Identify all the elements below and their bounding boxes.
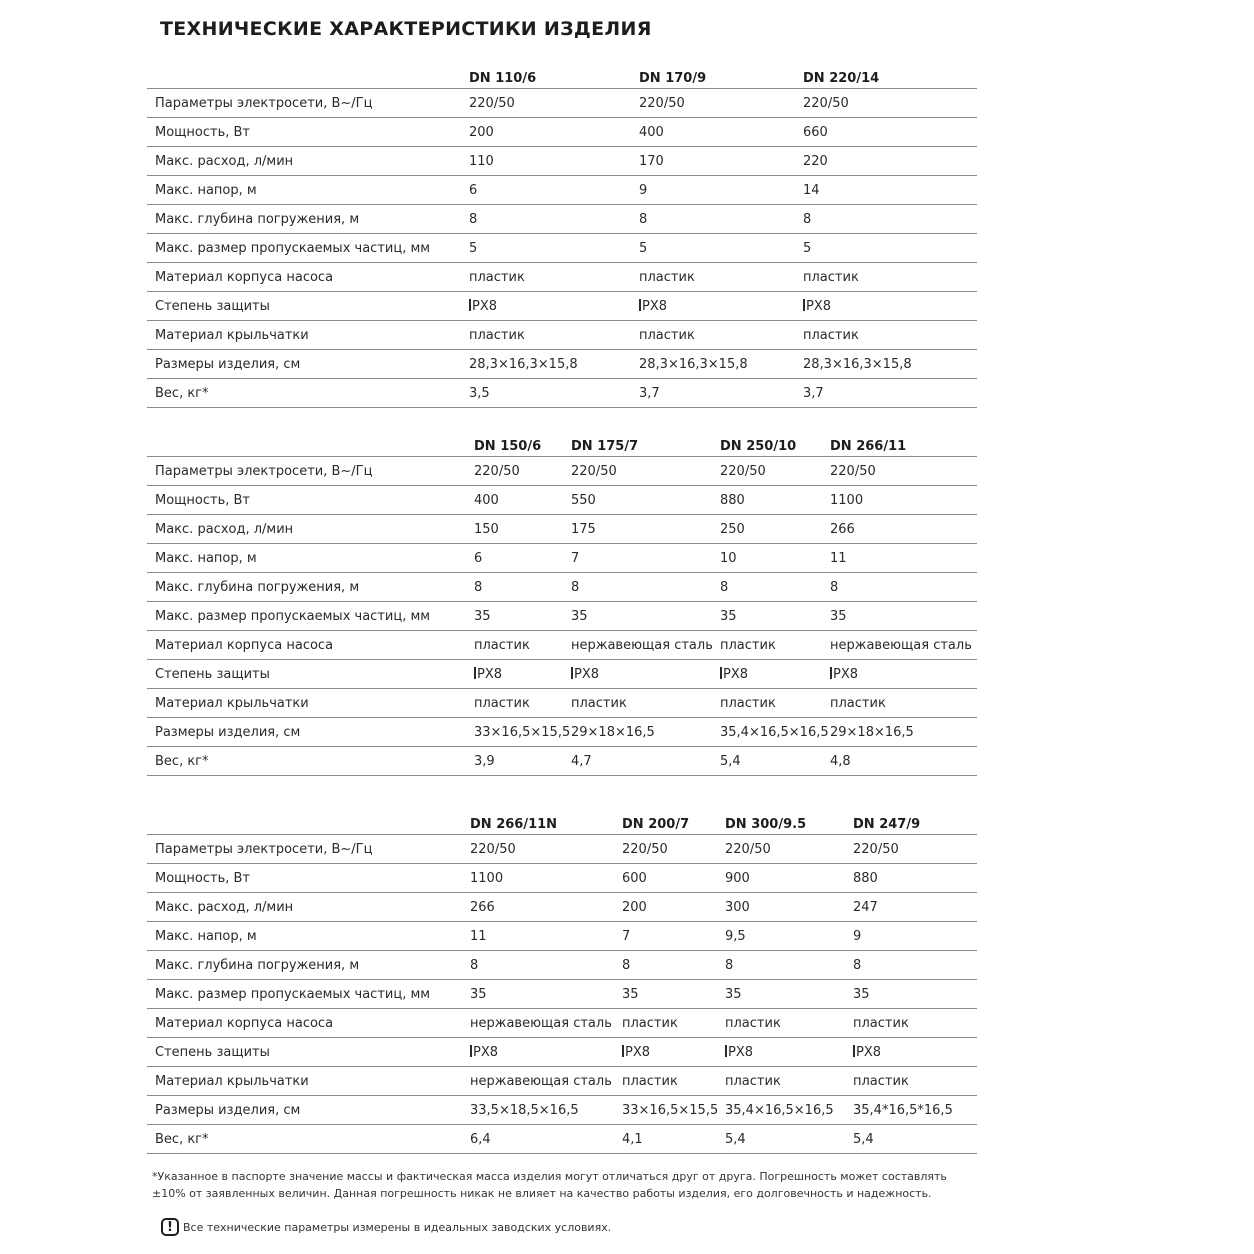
table-cell: 400: [639, 118, 803, 147]
table-cell: пластик: [830, 689, 977, 718]
table-cell: [639, 292, 803, 321]
table-cell: пластик: [622, 1009, 725, 1038]
table-cell: пластик: [639, 263, 803, 292]
table-cell: 35: [853, 980, 977, 1009]
table-cell: пластик: [803, 263, 977, 292]
table-cell: 250: [720, 515, 830, 544]
table-cell: 35: [474, 602, 571, 631]
table-cell: [474, 660, 571, 689]
table-cell: 200: [622, 893, 725, 922]
ip-rating-text: PX8: [625, 1044, 651, 1060]
row-label: Мощность, Вт: [147, 486, 474, 515]
table-row: [147, 379, 977, 408]
ip-rating-mark: [830, 667, 832, 679]
spec-table-1: [147, 64, 977, 408]
table-cell: 5,4: [853, 1125, 977, 1154]
model-header: DN 266/11N: [470, 810, 622, 835]
table-cell: 1100: [830, 486, 977, 515]
table-cell: 600: [622, 864, 725, 893]
table-cell: 28,3×16,3×15,8: [803, 350, 977, 379]
model-header: DN 300/9.5: [725, 810, 853, 835]
table-cell: 220/50: [470, 835, 622, 864]
table-cell: 8: [720, 573, 830, 602]
ip-rating-text: PX8: [472, 298, 498, 314]
table-row: [147, 292, 977, 321]
ip-rating-mark: [474, 667, 476, 679]
table-cell: 5,4: [725, 1125, 853, 1154]
table-cell: пластик: [803, 321, 977, 350]
table-cell: 7: [571, 544, 720, 573]
table-row: [147, 147, 977, 176]
table-cell: 6,4: [470, 1125, 622, 1154]
table-cell: 200: [469, 118, 639, 147]
table-cell: 35,4×16,5×16,5: [720, 718, 830, 747]
footnote-line: ±10% от заявленных величин. Данная погрешность никак не влияет на качество работы изделия, его долговечность и надежность.: [152, 1187, 932, 1200]
row-label: Макс. размер пропускаемых частиц, мм: [147, 234, 469, 263]
table-row: [147, 718, 977, 747]
table-cell: 35: [571, 602, 720, 631]
table-cell: 220/50: [725, 835, 853, 864]
table-cell: 8: [474, 573, 571, 602]
table-cell: 220/50: [720, 457, 830, 486]
table-row: [147, 893, 977, 922]
table-row: [147, 573, 977, 602]
table-cell: пластик: [622, 1067, 725, 1096]
table-row: [147, 1009, 977, 1038]
footnote-line: *Указанное в паспорте значение массы и фактическая масса изделия могут отличаться друг от друга. Погрешность может составлять: [152, 1170, 947, 1183]
table-cell: 10: [720, 544, 830, 573]
table-cell: [571, 660, 720, 689]
table-row: [147, 486, 977, 515]
table-cell: [622, 1038, 725, 1067]
table-cell: 3,5: [469, 379, 639, 408]
table-cell: 900: [725, 864, 853, 893]
notice-text: Все технические параметры измерены в идеальных заводских условиях.: [183, 1220, 612, 1234]
table-row: [147, 835, 977, 864]
row-label: Макс. размер пропускаемых частиц, мм: [147, 602, 474, 631]
table-cell: 6: [474, 544, 571, 573]
table-row: [147, 205, 977, 234]
table-cell: 220/50: [830, 457, 977, 486]
model-header: DN 220/14: [803, 64, 977, 89]
table-cell: 220/50: [571, 457, 720, 486]
ip-rating-mark: [725, 1045, 727, 1057]
table-cell: нержавеющая сталь: [470, 1009, 622, 1038]
table-row: [147, 689, 977, 718]
row-label: Макс. расход, л/мин: [147, 893, 470, 922]
row-label: Вес, кг*: [147, 1125, 470, 1154]
table-row: [147, 951, 977, 980]
table-cell: 5: [803, 234, 977, 263]
table-cell: 8: [469, 205, 639, 234]
header-empty-cell: [147, 64, 469, 89]
model-header: DN 250/10: [720, 432, 830, 457]
table-cell: 28,3×16,3×15,8: [639, 350, 803, 379]
ip-rating-text: PX8: [574, 666, 600, 682]
ip-rating-mark: [720, 667, 722, 679]
row-label: Материал крыльчатки: [147, 321, 469, 350]
table-cell: 8: [830, 573, 977, 602]
row-label: Размеры изделия, см: [147, 350, 469, 379]
table-cell: [470, 1038, 622, 1067]
table-cell: 5,4: [720, 747, 830, 776]
row-label: Параметры электросети, В~/Гц: [147, 89, 469, 118]
table-cell: 170: [639, 147, 803, 176]
table-cell: 4,8: [830, 747, 977, 776]
notice: [161, 1218, 611, 1236]
row-label: Вес, кг*: [147, 747, 474, 776]
table-cell: 220/50: [639, 89, 803, 118]
table-cell: 35: [725, 980, 853, 1009]
table-cell: 11: [830, 544, 977, 573]
table-header-row: [147, 64, 977, 89]
table-cell: 28,3×16,3×15,8: [469, 350, 639, 379]
row-label: Материал корпуса насоса: [147, 1009, 470, 1038]
row-label: Макс. глубина погружения, м: [147, 573, 474, 602]
spec-table-3: [147, 810, 977, 1154]
table-row: [147, 321, 977, 350]
table-cell: 8: [622, 951, 725, 980]
table-cell: 175: [571, 515, 720, 544]
table-row: [147, 660, 977, 689]
table-cell: 8: [470, 951, 622, 980]
table-cell: [725, 1038, 853, 1067]
row-label: Степень защиты: [147, 292, 469, 321]
header-empty-cell: [147, 432, 474, 457]
table-row: [147, 1096, 977, 1125]
ip-rating-mark: [571, 667, 573, 679]
ip-rating-mark: [853, 1045, 855, 1057]
table-cell: 220/50: [469, 89, 639, 118]
table-cell: 400: [474, 486, 571, 515]
table-cell: 3,7: [639, 379, 803, 408]
table-cell: 247: [853, 893, 977, 922]
ip-rating-text: PX8: [833, 666, 859, 682]
table-cell: 9: [853, 922, 977, 951]
table-cell: 14: [803, 176, 977, 205]
table-row: [147, 118, 977, 147]
table-cell: 4,1: [622, 1125, 725, 1154]
table-cell: 8: [725, 951, 853, 980]
table-row: [147, 544, 977, 573]
table-cell: 110: [469, 147, 639, 176]
table-cell: пластик: [474, 689, 571, 718]
table-row: [147, 1038, 977, 1067]
ip-rating-text: PX8: [642, 298, 668, 314]
ip-rating-text: PX8: [728, 1044, 754, 1060]
table-cell: нержавеющая сталь: [470, 1067, 622, 1096]
table-cell: 35: [470, 980, 622, 1009]
page-title: ТЕХНИЧЕСКИЕ ХАРАКТЕРИСТИКИ ИЗДЕЛИЯ: [160, 18, 652, 40]
ip-rating-text: PX8: [723, 666, 749, 682]
row-label: Мощность, Вт: [147, 864, 470, 893]
table-cell: 150: [474, 515, 571, 544]
spec-table-2: [147, 432, 977, 776]
ip-rating-mark: [622, 1045, 624, 1057]
ip-rating-mark: [469, 299, 471, 311]
table-row: [147, 1067, 977, 1096]
model-header: DN 175/7: [571, 432, 720, 457]
table-cell: пластик: [853, 1067, 977, 1096]
table-row: [147, 515, 977, 544]
table-row: [147, 747, 977, 776]
table-cell: 4,7: [571, 747, 720, 776]
table-cell: 300: [725, 893, 853, 922]
table-row: [147, 922, 977, 951]
row-label: Материал крыльчатки: [147, 1067, 470, 1096]
table-cell: 220/50: [853, 835, 977, 864]
table-row: [147, 89, 977, 118]
table-cell: 33×16,5×15,5: [622, 1096, 725, 1125]
row-label: Макс. глубина погружения, м: [147, 205, 469, 234]
row-label: Степень защиты: [147, 660, 474, 689]
row-label: Макс. напор, м: [147, 544, 474, 573]
table-cell: пластик: [725, 1009, 853, 1038]
row-label: Макс. напор, м: [147, 176, 469, 205]
row-label: Материал корпуса насоса: [147, 263, 469, 292]
table-cell: пластик: [720, 689, 830, 718]
table-cell: пластик: [639, 321, 803, 350]
table-row: [147, 350, 977, 379]
table-cell: 3,7: [803, 379, 977, 408]
table-cell: пластик: [469, 263, 639, 292]
table-cell: 220/50: [803, 89, 977, 118]
table-cell: 5: [639, 234, 803, 263]
table-cell: 9: [639, 176, 803, 205]
ip-rating-text: PX8: [856, 1044, 882, 1060]
row-label: Макс. расход, л/мин: [147, 147, 469, 176]
table-cell: 266: [830, 515, 977, 544]
table-cell: 8: [803, 205, 977, 234]
table-cell: 880: [853, 864, 977, 893]
table-row: [147, 457, 977, 486]
table-cell: 35: [830, 602, 977, 631]
table-row: [147, 1125, 977, 1154]
table-row: [147, 263, 977, 292]
table-cell: 29×18×16,5: [830, 718, 977, 747]
row-label: Макс. расход, л/мин: [147, 515, 474, 544]
table-cell: 35: [720, 602, 830, 631]
table-cell: 220/50: [622, 835, 725, 864]
table-cell: [830, 660, 977, 689]
ip-rating-text: PX8: [473, 1044, 499, 1060]
row-label: Степень защиты: [147, 1038, 470, 1067]
row-label: Размеры изделия, см: [147, 718, 474, 747]
exclamation-icon: !: [161, 1218, 179, 1236]
table-cell: 33×16,5×15,5: [474, 718, 571, 747]
model-header: DN 200/7: [622, 810, 725, 835]
model-header: DN 110/6: [469, 64, 639, 89]
ip-rating-mark: [639, 299, 641, 311]
table-cell: [853, 1038, 977, 1067]
table-row: [147, 631, 977, 660]
row-label: Макс. размер пропускаемых частиц, мм: [147, 980, 470, 1009]
table-cell: [803, 292, 977, 321]
table-cell: [720, 660, 830, 689]
model-header: DN 266/11: [830, 432, 977, 457]
model-header: DN 247/9: [853, 810, 977, 835]
header-empty-cell: [147, 810, 470, 835]
row-label: Размеры изделия, см: [147, 1096, 470, 1125]
table-cell: пластик: [571, 689, 720, 718]
table-row: [147, 176, 977, 205]
table-cell: 3,9: [474, 747, 571, 776]
row-label: Материал корпуса насоса: [147, 631, 474, 660]
table-cell: 33,5×18,5×16,5: [470, 1096, 622, 1125]
table-row: [147, 234, 977, 263]
ip-rating-mark: [803, 299, 805, 311]
table-cell: 29×18×16,5: [571, 718, 720, 747]
table-cell: 880: [720, 486, 830, 515]
row-label: Материал крыльчатки: [147, 689, 474, 718]
table-cell: 8: [639, 205, 803, 234]
table-cell: пластик: [720, 631, 830, 660]
weight-footnote: [152, 1168, 952, 1202]
table-cell: 35,4×16,5×16,5: [725, 1096, 853, 1125]
table-cell: пластик: [469, 321, 639, 350]
table-cell: 550: [571, 486, 720, 515]
table-row: [147, 602, 977, 631]
table-cell: 8: [571, 573, 720, 602]
table-cell: 9,5: [725, 922, 853, 951]
model-header: DN 170/9: [639, 64, 803, 89]
table-cell: пластик: [853, 1009, 977, 1038]
ip-rating-text: PX8: [477, 666, 503, 682]
table-header-row: [147, 810, 977, 835]
table-cell: 35,4*16,5*16,5: [853, 1096, 977, 1125]
row-label: Параметры электросети, В~/Гц: [147, 835, 470, 864]
table-header-row: [147, 432, 977, 457]
table-cell: 660: [803, 118, 977, 147]
table-cell: 7: [622, 922, 725, 951]
table-cell: 11: [470, 922, 622, 951]
table-cell: пластик: [725, 1067, 853, 1096]
row-label: Вес, кг*: [147, 379, 469, 408]
table-cell: [469, 292, 639, 321]
table-cell: нержавеющая сталь: [571, 631, 720, 660]
table-cell: 8: [853, 951, 977, 980]
table-row: [147, 864, 977, 893]
table-cell: 220/50: [474, 457, 571, 486]
model-header: DN 150/6: [474, 432, 571, 457]
table-row: [147, 980, 977, 1009]
table-cell: нержавеющая сталь: [830, 631, 977, 660]
row-label: Мощность, Вт: [147, 118, 469, 147]
ip-rating-text: PX8: [806, 298, 832, 314]
table-cell: пластик: [474, 631, 571, 660]
table-cell: 35: [622, 980, 725, 1009]
ip-rating-mark: [470, 1045, 472, 1057]
table-cell: 5: [469, 234, 639, 263]
row-label: Макс. глубина погружения, м: [147, 951, 470, 980]
table-cell: 266: [470, 893, 622, 922]
table-cell: 6: [469, 176, 639, 205]
table-cell: 1100: [470, 864, 622, 893]
table-cell: 220: [803, 147, 977, 176]
row-label: Макс. напор, м: [147, 922, 470, 951]
row-label: Параметры электросети, В~/Гц: [147, 457, 474, 486]
